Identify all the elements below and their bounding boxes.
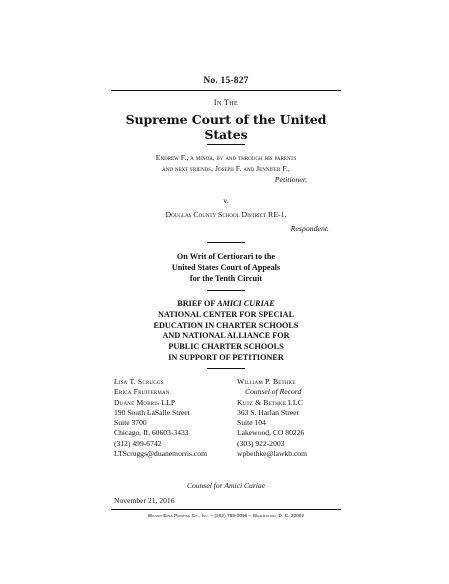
brief-title [111, 299, 341, 364]
divider-4 [207, 368, 245, 369]
court-name: Supreme Court of the United States [125, 112, 327, 142]
counsel-left-name-1: Lisa T. Scruggs [114, 377, 164, 386]
respondent-name: Douglas County School District RE-1, [165, 210, 287, 219]
counsel-left-city: Chicago, IL 60603-3433 [114, 428, 189, 438]
counsel-right-firm: Kutz & Bethke LLC [237, 397, 303, 407]
divider-1 [207, 144, 245, 145]
counsel-left-email: LTScruggs@duanemorris.com [114, 449, 207, 459]
counsel-right-email: wpbethke@lawkb.com [237, 449, 308, 459]
counsel-right [237, 377, 345, 459]
in-the-label: In The [213, 98, 239, 107]
brief-line-4: AND NATIONAL ALLIANCE FOR [162, 331, 290, 341]
petitioner-block [111, 153, 341, 174]
counsel-right-city: Lakewood, CO 80226 [237, 428, 305, 438]
counsel-left [114, 377, 232, 459]
counsel-left-address-2: Suite 3700 [114, 418, 147, 428]
counsel-left-name-2: Erica Fruiterman [114, 387, 170, 397]
writ-block [111, 252, 341, 284]
counsel-left-phone: (312) 499-6742 [114, 438, 162, 448]
divider-3 [207, 290, 245, 291]
petitioner-line-1: Endrew F., a minor, by and through his parents [155, 153, 297, 162]
filing-date: November 21, 2016 [114, 496, 175, 505]
counsel-right-phone: (303) 922-2003 [237, 438, 285, 448]
brief-line-6: IN SUPPORT OF PETITIONER [168, 352, 284, 362]
brief-prefix: BRIEF OF [177, 299, 218, 308]
respondent-role: Respondent. [290, 224, 329, 233]
petitioner-role: Petitioner, [274, 175, 307, 184]
counsel-for-amici: Counsel for Amici Curiae [186, 481, 266, 490]
top-rule [111, 90, 341, 91]
writ-line-2: United States Court of Appeals [171, 262, 281, 272]
brief-line-3: EDUCATION IN CHARTER SCHOOLS [153, 320, 299, 330]
counsel-right-address-2: Suite 104 [237, 418, 266, 428]
brief-line-1 [111, 299, 341, 310]
counsel-left-address-1: 190 South LaSalle Street [114, 407, 190, 417]
counsel-right-address-1: 363 S. Harlan Street [237, 407, 299, 417]
writ-line-1: On Writ of Certiorari to the [176, 252, 276, 261]
docket-number: No. 15-827 [203, 76, 249, 86]
brief-amici: AMICI CURIAE [217, 299, 275, 308]
writ-line-3: for the Tenth Circuit [189, 273, 263, 283]
divider-2 [207, 242, 245, 243]
counsel-right-name: William P. Bethke [237, 377, 296, 386]
counsel-right-title: Counsel of Record [245, 387, 302, 397]
brief-line-2: NATIONAL CENTER FOR SPECIAL [157, 309, 295, 319]
counsel-left-firm: Duane Morris LLP [114, 397, 176, 407]
printer-line: Wilson-Epes Printing Co., Inc. – (202) 789-0096 – Washington, D. C. 20002 [147, 513, 305, 518]
versus: v. [223, 196, 229, 205]
bottom-rule [111, 509, 341, 510]
brief-line-5: PUBLIC CHARTER SCHOOLS [168, 342, 284, 352]
petitioner-line-2: and next friends, Joseph F. and Jennifer F., [162, 163, 290, 173]
